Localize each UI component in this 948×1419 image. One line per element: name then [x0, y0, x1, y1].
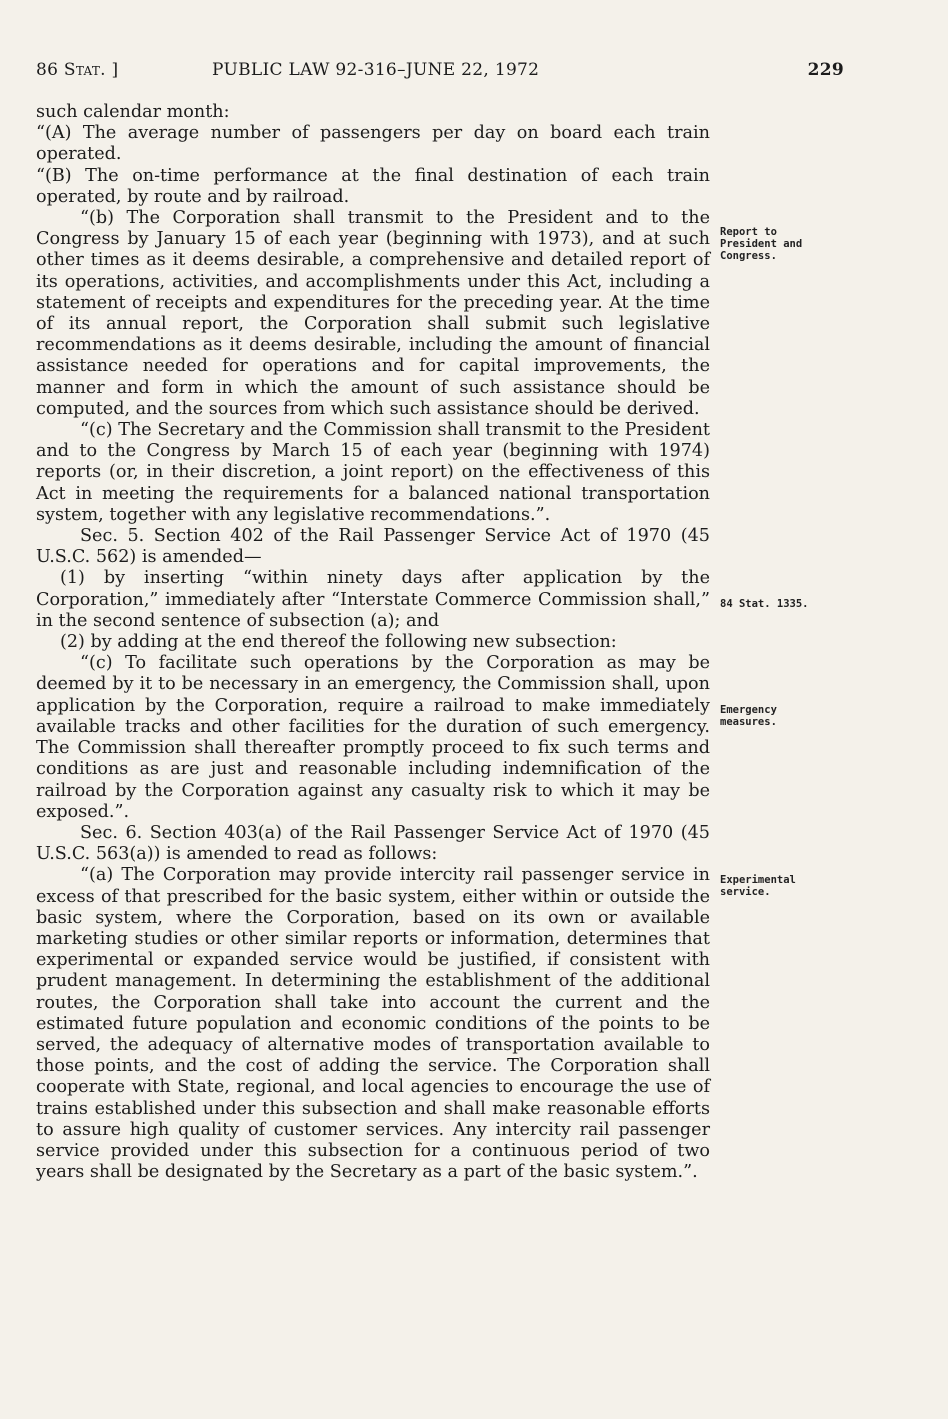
margin-note-emergency: Emergency measures.: [720, 704, 777, 728]
paragraph-subsection-a: “(a) The Corporation may provide intercity rail passenger service in excess of that prescribed for the basic system, either within or outside the basic system, where the Corporation, based on its own or available marketing studies or other similar reports or information, determines that experimental or expanded service would be justified, if consistent with prudent management. In determining the establishment of the additional routes, the Corporation shall take into account the current and the estimated future population and economic conditions of the points to be served, the adequacy of alternative modes of transportation available to those points, and the cost of adding the service. The Corporation shall cooperate with State, regional, and local agencies to encourage the use of trains established under this subsection and shall make reasonable efforts to assure high quality of customer services. Any intercity rail passenger service provided under this subsection for a continuous period of two years shall be designated by the Secretary as a part of the basic system.”.: [36, 865, 710, 1183]
paragraph-item-2: (2) by adding at the end thereof the following new subsection:: [60, 632, 617, 653]
paragraph-continuation: such calendar month:: [36, 102, 230, 122]
paragraph-section-5: Sec. 5. Section 402 of the Rail Passenger Service Act of 1970 (45 U.S.C. 562) is amended—: [36, 526, 710, 568]
body-text: [36, 102, 710, 1183]
margin-note-experimental: Experimental service.: [720, 874, 796, 898]
margin-note-stat: 84 Stat. 1335.: [720, 598, 809, 610]
paragraph-new-subsection-c: “(c) To facilitate such operations by the Corporation as may be deemed by it to be necessary in an emergency, the Commission shall, upon application by the Corporation, require a railroad to make immediately available tracks and other facilities for the duration of such emergency. The Commission shall thereafter promptly proceed to fix such terms and conditions as are just and reasonable including indemnification of the railroad by the Corporation against any casualty risk to which it may be exposed.”.: [36, 653, 710, 822]
paragraph-item-1: (1) by inserting “within ninety days after application by the Corporation,” immediately after “Interstate Commerce Commission shall,” in the second sentence of subsection (a); and: [36, 568, 710, 631]
paragraph-item-b: “(B) The on-time performance at the final destination of each train operated, by route and by railroad.: [36, 165, 710, 207]
paragraph-subsection-b: “(b) The Corporation shall transmit to the President and to the Congress by January 15 of each year (beginning with 1973), and at such other times as it deems desirable, a comprehensive and detailed report of its operations, activities, and accomplishments under this Act, including a statement of receipts and expenditures for the preceding year. At the time of its annual report, the Corporation shall submit such legislative recommendations as it deems desirable, including the amount of financial assistance needed for operations and for capital improvements, the manner and form in which the amount of such assistance should be computed, and the sources from which such assistance should be derived.: [36, 208, 710, 419]
paragraph-section-6: Sec. 6. Section 403(a) of the Rail Passenger Service Act of 1970 (45 U.S.C. 563(a)) is amended to read as follows:: [36, 822, 710, 865]
statute-reference: 86 Stat. ]: [36, 60, 119, 80]
margin-note-report: Report to President and Congress.: [720, 226, 803, 262]
page-number: 229: [807, 60, 844, 80]
page-header: [36, 60, 844, 90]
paragraph-item-a: “(A) The average number of passengers per day on board each train operated.: [36, 123, 710, 165]
running-title: PUBLIC LAW 92-316–JUNE 22, 1972: [212, 60, 540, 80]
paragraph-subsection-c: “(c) The Secretary and the Commission shall transmit to the President and to the Congress by March 15 of each year (beginning with 1974) reports (or, in their discretion, a joint report) on the effectiveness of this Act in meeting the requirements for a balanced national transportation system, together with any legislative recommendations.”.: [36, 420, 710, 525]
